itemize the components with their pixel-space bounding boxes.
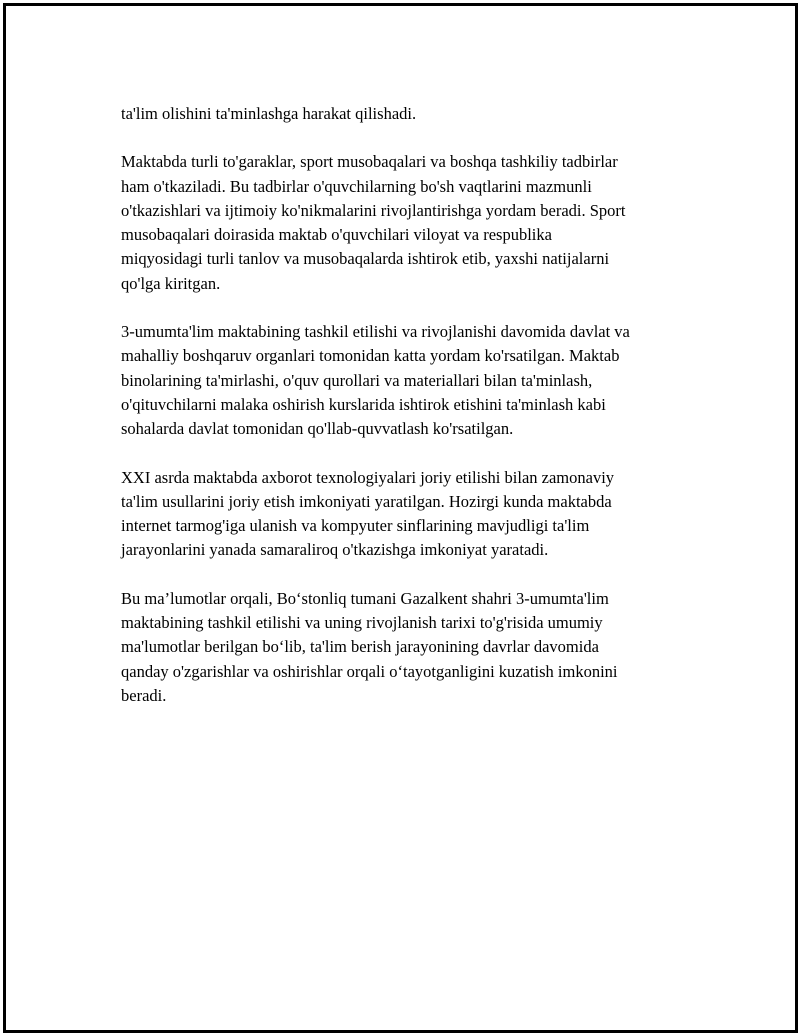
page-frame [3,3,798,1033]
document-body [121,102,696,732]
paragraph-2: Maktabda turli to'garaklar, sport musobaqalari va boshqa tashkiliy tadbirlar ham o'tkaziladi. Bu tadbirlar o'quvchilarning bo'sh vaqtlarini mazmunli o'tkazishlari va ijtimoiy ko'nikmalarini rivojlantirishga yordam beradi. Sport musobaqalari doirasida maktab o'quvchilari viloyat va respublika miqyosidagi turli tanlov va musobaqalarda ishtirok etib, yaxshi natijalarni qo'lga kiritgan. [121,152,626,293]
paragraph-3: 3-umumta'lim maktabining tashkil etilishi va rivojlanishi davomida davlat va mahalliy boshqaruv organlari tomonidan katta yordam ko'rsatilgan. Maktab binolarining ta'mirlashi, o'quv qurollari va materiallari bilan ta'minlash, o'qituvchilarni malaka oshirish kurslarida ishtirok etishini ta'minlash kabi sohalarda davlat tomonidan qo'llab-quvvatlash ko'rsatilgan. [121,322,630,439]
paragraph-4: XXI asrda maktabda axborot texnologiyalari joriy etilishi bilan zamonaviy ta'lim usullarini joriy etish imkoniyati yaratilgan. Hozirgi kunda maktabda internet tarmog'iga ulanish va kompyuter sinflarining mavjudligi ta'lim jarayonlarini yanada samaraliroq o'tkazishga imkoniyat yaratadi. [121,467,615,560]
paragraph-5: Bu ma’lumotlar orqali, Bo‘stonliq tumani Gazalkent shahri 3-umumta'lim maktabining tashkil etilishi va uning rivojlanish tarixi to'g'risida umumiy ma'lumotlar berilgan bo‘lib, ta'lim berish jarayonining davrlar davomida qanday o'zgarishlar va oshirishlar orqali o‘tayotganligini kuzatish imkonini beradi. [121,588,618,705]
paragraph-1: ta'lim olishini ta'minlashga harakat qilishadi. [121,104,417,123]
